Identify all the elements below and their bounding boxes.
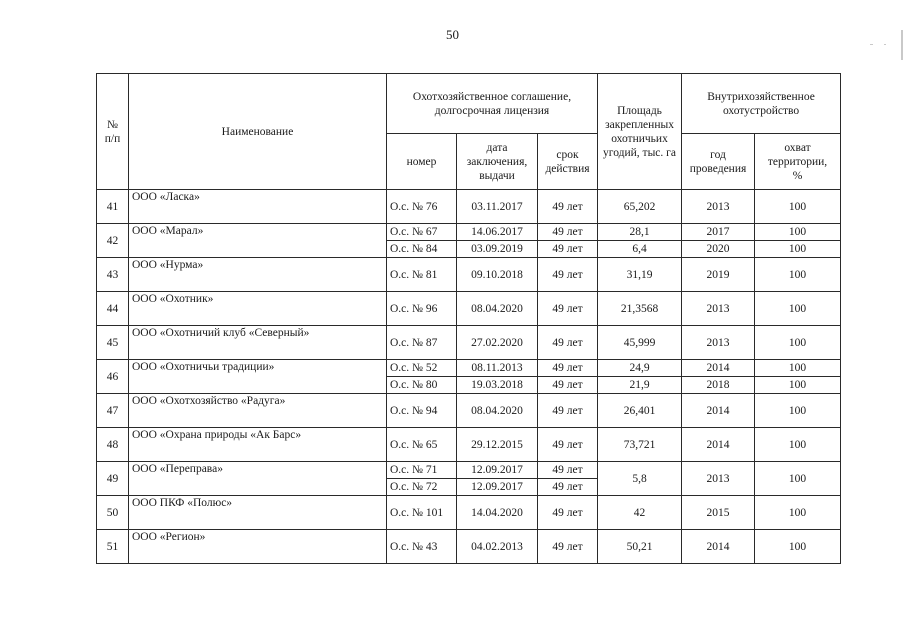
planning-year: 2019 bbox=[682, 258, 755, 292]
license-number: О.с. № 101 bbox=[387, 496, 457, 530]
header-area: Площадь закрепленных охотничьих угодий, тыс. га bbox=[598, 74, 682, 190]
scan-mark bbox=[870, 44, 873, 45]
row-num: 45 bbox=[97, 326, 129, 360]
license-number: О.с. № 87 bbox=[387, 326, 457, 360]
area-value: 21,3568 bbox=[598, 292, 682, 326]
license-date: 03.11.2017 bbox=[457, 190, 538, 224]
row-num: 50 bbox=[97, 496, 129, 530]
coverage-value: 100 bbox=[755, 190, 841, 224]
row-name: ООО «Охрана природы «Ак Барс» bbox=[129, 428, 387, 462]
area-value: 50,21 bbox=[598, 530, 682, 564]
header-year: год проведения bbox=[682, 134, 755, 190]
license-date: 08.04.2020 bbox=[457, 292, 538, 326]
coverage-value: 100 bbox=[755, 326, 841, 360]
license-date: 14.04.2020 bbox=[457, 496, 538, 530]
header-number: номер bbox=[387, 134, 457, 190]
license-term: 49 лет bbox=[538, 394, 598, 428]
row-name: ООО «Охотничий клуб «Северный» bbox=[129, 326, 387, 360]
row-num: 41 bbox=[97, 190, 129, 224]
license-number: О.с. № 71 bbox=[387, 462, 457, 479]
table-body bbox=[97, 190, 841, 564]
area-value: 21,9 bbox=[598, 377, 682, 394]
area-value: 73,721 bbox=[598, 428, 682, 462]
table-row bbox=[97, 258, 841, 292]
area-value: 45,999 bbox=[598, 326, 682, 360]
license-number: О.с. № 81 bbox=[387, 258, 457, 292]
license-term: 49 лет bbox=[538, 241, 598, 258]
coverage-value: 100 bbox=[755, 377, 841, 394]
row-num: 42 bbox=[97, 224, 129, 258]
license-term: 49 лет bbox=[538, 530, 598, 564]
header-date: дата заключения, выдачи bbox=[457, 134, 538, 190]
license-date: 09.10.2018 bbox=[457, 258, 538, 292]
header-planning: Внутрихозяйственное охотустройство bbox=[682, 74, 841, 134]
planning-year: 2013 bbox=[682, 190, 755, 224]
license-date: 19.03.2018 bbox=[457, 377, 538, 394]
row-name: ООО «Регион» bbox=[129, 530, 387, 564]
scan-mark bbox=[884, 44, 886, 45]
planning-year: 2015 bbox=[682, 496, 755, 530]
page-number: 50 bbox=[446, 27, 459, 42]
row-name: ООО «Охотничьи традиции» bbox=[129, 360, 387, 394]
license-number: О.с. № 67 bbox=[387, 224, 457, 241]
row-num: 43 bbox=[97, 258, 129, 292]
planning-year: 2014 bbox=[682, 394, 755, 428]
table-row bbox=[97, 394, 841, 428]
row-num: 47 bbox=[97, 394, 129, 428]
area-value: 6,4 bbox=[598, 241, 682, 258]
header-agreement: Охотхозяйственное соглашение, долгосрочная лицензия bbox=[387, 74, 598, 134]
planning-year: 2013 bbox=[682, 292, 755, 326]
license-term: 49 лет bbox=[538, 496, 598, 530]
table-header bbox=[97, 74, 841, 190]
table-row bbox=[97, 360, 841, 377]
table-row bbox=[97, 292, 841, 326]
license-term: 49 лет bbox=[538, 360, 598, 377]
row-name: ООО «Охотхозяйство «Радуга» bbox=[129, 394, 387, 428]
table-row bbox=[97, 462, 841, 479]
license-number: О.с. № 80 bbox=[387, 377, 457, 394]
planning-year: 2013 bbox=[682, 462, 755, 496]
license-date: 27.02.2020 bbox=[457, 326, 538, 360]
license-date: 03.09.2019 bbox=[457, 241, 538, 258]
license-term: 49 лет bbox=[538, 292, 598, 326]
planning-year: 2017 bbox=[682, 224, 755, 241]
license-date: 12.09.2017 bbox=[457, 479, 538, 496]
planning-year: 2014 bbox=[682, 360, 755, 377]
license-number: О.с. № 94 bbox=[387, 394, 457, 428]
planning-year: 2018 bbox=[682, 377, 755, 394]
coverage-value: 100 bbox=[755, 462, 841, 496]
header-num: № п/п bbox=[97, 74, 129, 190]
planning-year: 2014 bbox=[682, 428, 755, 462]
row-num: 44 bbox=[97, 292, 129, 326]
license-number: О.с. № 96 bbox=[387, 292, 457, 326]
license-date: 08.04.2020 bbox=[457, 394, 538, 428]
header-coverage: охват территории, % bbox=[755, 134, 841, 190]
coverage-value: 100 bbox=[755, 224, 841, 241]
row-num: 49 bbox=[97, 462, 129, 496]
row-name: ООО «Ласка» bbox=[129, 190, 387, 224]
license-number: О.с. № 52 bbox=[387, 360, 457, 377]
license-term: 49 лет bbox=[538, 258, 598, 292]
table-row bbox=[97, 530, 841, 564]
table-row bbox=[97, 496, 841, 530]
coverage-value: 100 bbox=[755, 394, 841, 428]
planning-year: 2020 bbox=[682, 241, 755, 258]
coverage-value: 100 bbox=[755, 428, 841, 462]
license-number: О.с. № 72 bbox=[387, 479, 457, 496]
license-date: 04.02.2013 bbox=[457, 530, 538, 564]
license-term: 49 лет bbox=[538, 190, 598, 224]
license-date: 08.11.2013 bbox=[457, 360, 538, 377]
license-term: 49 лет bbox=[538, 428, 598, 462]
table-row bbox=[97, 428, 841, 462]
row-name: ООО «Нурма» bbox=[129, 258, 387, 292]
license-number: О.с. № 43 bbox=[387, 530, 457, 564]
row-name: ООО ПКФ «Полюс» bbox=[129, 496, 387, 530]
row-num: 48 bbox=[97, 428, 129, 462]
license-date: 12.09.2017 bbox=[457, 462, 538, 479]
license-term: 49 лет bbox=[538, 326, 598, 360]
row-name: ООО «Охотник» bbox=[129, 292, 387, 326]
license-term: 49 лет bbox=[538, 377, 598, 394]
license-date: 14.06.2017 bbox=[457, 224, 538, 241]
coverage-value: 100 bbox=[755, 258, 841, 292]
row-name: ООО «Марал» bbox=[129, 224, 387, 258]
table-row bbox=[97, 326, 841, 360]
header-term: срок действия bbox=[538, 134, 598, 190]
table-row bbox=[97, 190, 841, 224]
area-value: 24,9 bbox=[598, 360, 682, 377]
scan-mark bbox=[901, 30, 903, 60]
header-name: Наименование bbox=[129, 74, 387, 190]
area-value: 31,19 bbox=[598, 258, 682, 292]
coverage-value: 100 bbox=[755, 241, 841, 258]
planning-year: 2014 bbox=[682, 530, 755, 564]
coverage-value: 100 bbox=[755, 360, 841, 377]
coverage-value: 100 bbox=[755, 292, 841, 326]
license-number: О.с. № 84 bbox=[387, 241, 457, 258]
license-term: 49 лет bbox=[538, 479, 598, 496]
hunting-grounds-table bbox=[96, 73, 841, 564]
row-num: 51 bbox=[97, 530, 129, 564]
area-value: 42 bbox=[598, 496, 682, 530]
area-value: 28,1 bbox=[598, 224, 682, 241]
row-num: 46 bbox=[97, 360, 129, 394]
area-value: 65,202 bbox=[598, 190, 682, 224]
coverage-value: 100 bbox=[755, 496, 841, 530]
table-row bbox=[97, 224, 841, 241]
license-number: О.с. № 65 bbox=[387, 428, 457, 462]
license-term: 49 лет bbox=[538, 462, 598, 479]
area-value: 26,401 bbox=[598, 394, 682, 428]
coverage-value: 100 bbox=[755, 530, 841, 564]
license-number: О.с. № 76 bbox=[387, 190, 457, 224]
planning-year: 2013 bbox=[682, 326, 755, 360]
license-term: 49 лет bbox=[538, 224, 598, 241]
row-name: ООО «Переправа» bbox=[129, 462, 387, 496]
area-value: 5,8 bbox=[598, 462, 682, 496]
license-date: 29.12.2015 bbox=[457, 428, 538, 462]
